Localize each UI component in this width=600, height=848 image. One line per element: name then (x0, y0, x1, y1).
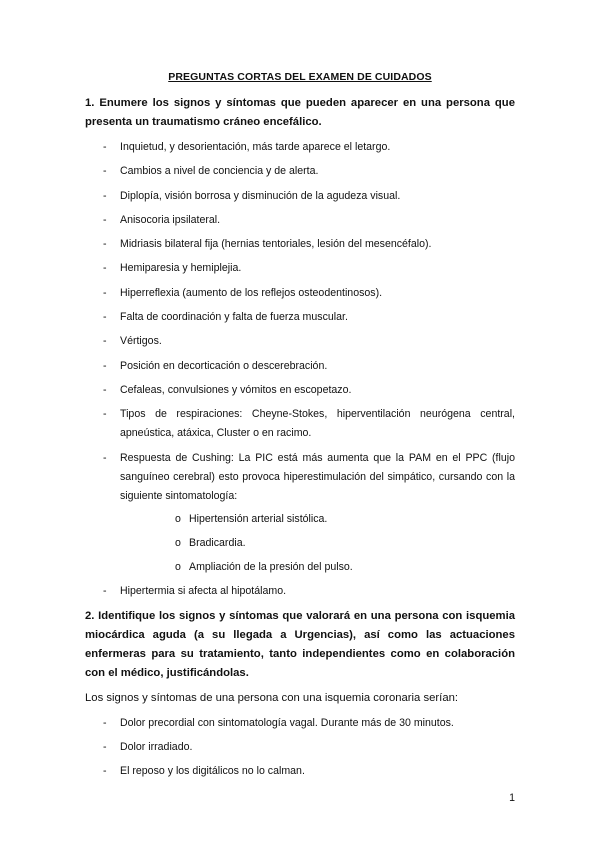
list-item: - Tipos de respiraciones: Cheyne-Stokes, hiperventilación neurógena central, apneústica, atáxica, Cluster o en racimo. (85, 405, 515, 443)
list-item: - Hemiparesia y hemiplejia. (85, 259, 515, 278)
dash-bullet: - (103, 189, 107, 202)
sub-list-item: o Bradicardia. (120, 534, 515, 553)
q1-symptom-list (85, 138, 515, 601)
circle-bullet: o (175, 512, 181, 525)
question-1: 1. Enumere los signos y síntomas que pueden aparecer en una persona que presenta un traumatismo cráneo encefálico. (85, 97, 515, 128)
dash-bullet: - (103, 238, 107, 251)
dash-bullet: - (103, 141, 107, 153)
sub-list-item: o Hipertensión arterial sistólica. (120, 510, 515, 529)
list-item: - Anisocoria ipsilateral. (85, 211, 515, 230)
page-number: 1 (509, 792, 515, 804)
dash-bullet: - (103, 165, 107, 178)
list-item: - Respuesta de Cushing: La PIC está más aumenta que la PAM en el PPC (flujo sanguíneo cerebral) esto provoca hiperestimulación del simpático, cursando con la siguiente sintomatología: o Hipertensión arterial sistólica. o Bradicardia. o Ampliación de la presión del pulso. (85, 449, 515, 578)
dash-bullet: - (103, 213, 107, 226)
dash-bullet: - (103, 262, 107, 275)
list-item: - Hipertermia si afecta al hipotálamo. (85, 582, 515, 601)
dash-bullet: - (103, 383, 107, 396)
list-item: - Hiperreflexia (aumento de los reflejos osteodentinosos). (85, 284, 515, 303)
list-item: - Dolor precordial con sintomatología vagal. Durante más de 30 minutos. (85, 714, 515, 733)
dash-bullet: - (103, 585, 107, 598)
dash-bullet: - (103, 741, 107, 754)
dash-bullet: - (103, 408, 107, 421)
list-item: - Diplopía, visión borrosa y disminución de la agudeza visual. (85, 187, 515, 206)
list-item: - Dolor irradiado. (85, 738, 515, 757)
dash-bullet: - (103, 286, 107, 299)
list-item: - Vértigos. (85, 332, 515, 351)
list-item: - Posición en decorticación o descerebración. (85, 357, 515, 376)
dash-bullet: - (103, 765, 107, 778)
dash-bullet: - (103, 359, 107, 372)
page-content (85, 71, 515, 787)
q2-intro: Los signos y síntomas de una persona con una isquemia coronaria serían: (85, 691, 459, 704)
list-item: - Inquietud, y desorientación, más tarde aparece el letargo. (85, 138, 515, 157)
cushing-sublist (120, 510, 515, 578)
dash-bullet: - (103, 311, 107, 324)
dash-bullet: - (103, 335, 107, 348)
list-item: - Cefaleas, convulsiones y vómitos en escopetazo. (85, 381, 515, 400)
circle-bullet: o (175, 561, 181, 574)
list-item: - Cambios a nivel de conciencia y de alerta. (85, 162, 515, 181)
dash-bullet: - (103, 716, 107, 729)
circle-bullet: o (175, 536, 181, 549)
document-title: PREGUNTAS CORTAS DEL EXAMEN DE CUIDADOS (168, 71, 432, 83)
list-item: - El reposo y los digitálicos no lo calman. (85, 762, 515, 781)
list-item: - Midriasis bilateral fija (hernias tentoriales, lesión del mesencéfalo). (85, 235, 515, 254)
list-item: - Falta de coordinación y falta de fuerza muscular. (85, 308, 515, 327)
sub-list-item: o Ampliación de la presión del pulso. (120, 558, 515, 577)
dash-bullet: - (103, 451, 107, 464)
q2-symptom-list (85, 714, 515, 782)
question-2: 2. Identifique los signos y síntomas que valorará en una persona con isquemia miocárdica aguda (a su llegada a Urgencias), así como las actuaciones enfermeras para su tratamiento, tanto independientes como en colaboración con el médico, justificándolas. (85, 609, 515, 679)
